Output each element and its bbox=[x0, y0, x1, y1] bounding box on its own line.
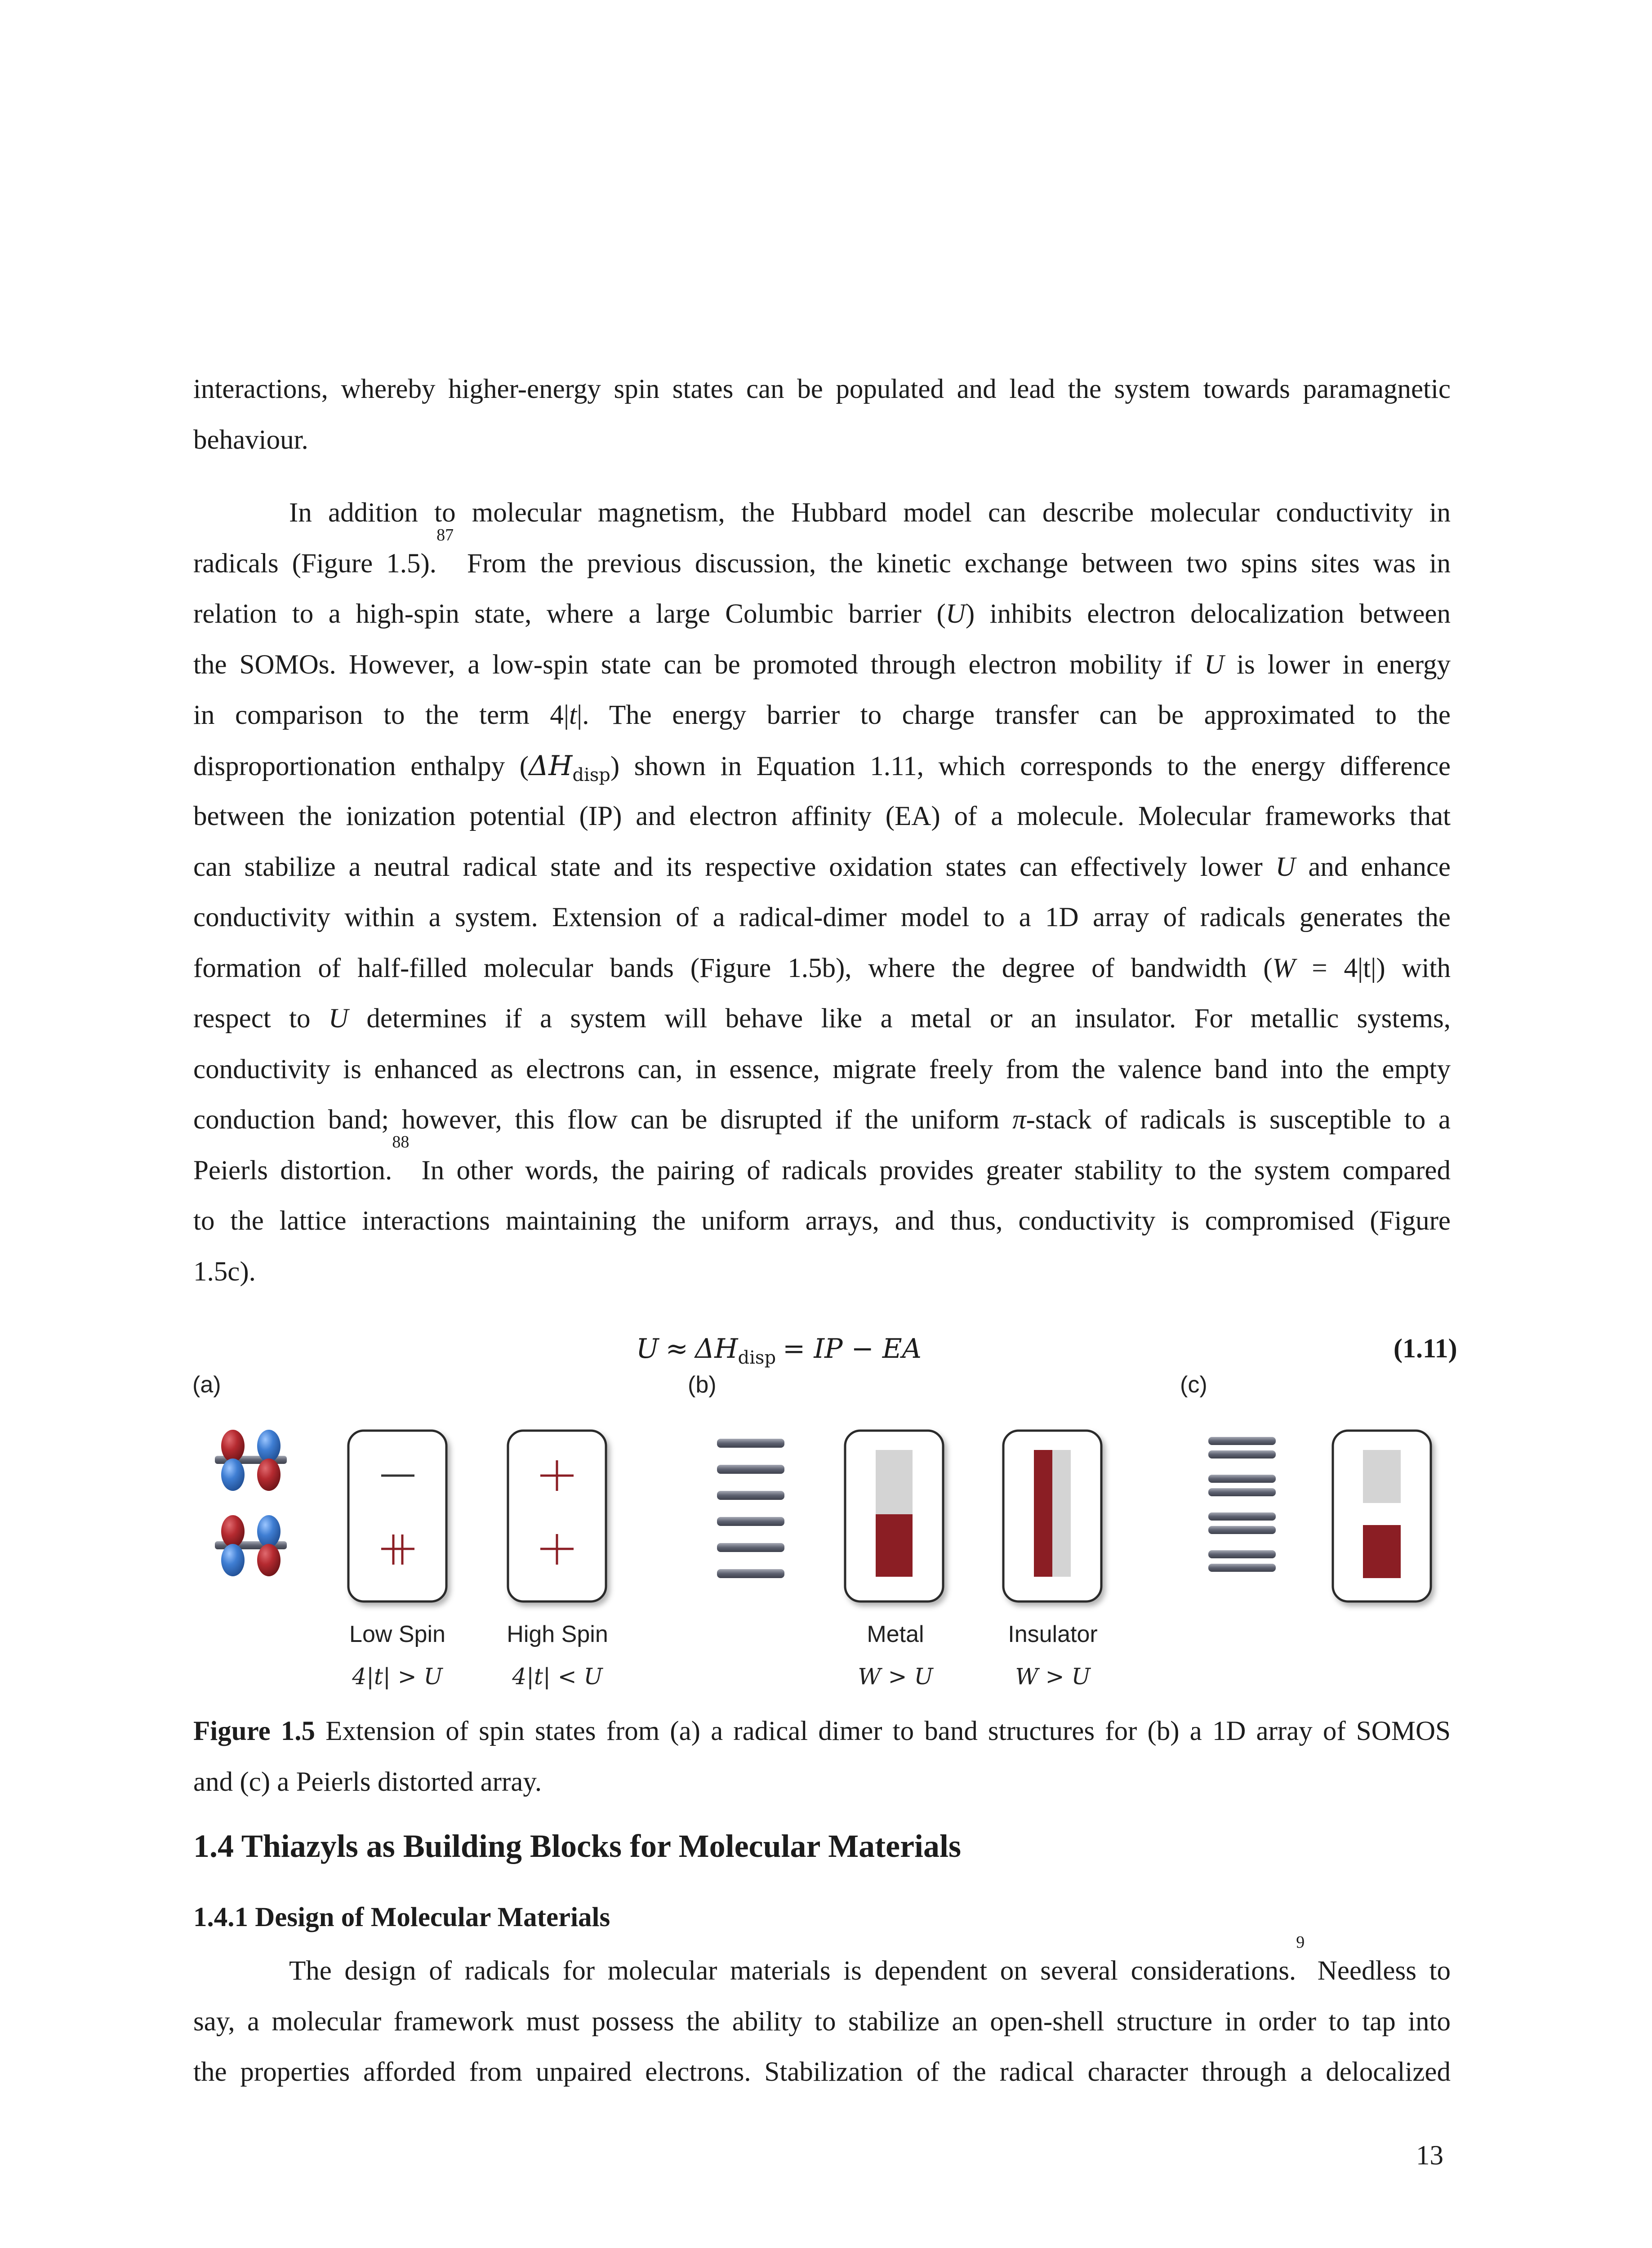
paragraph-2 bbox=[193, 488, 1451, 1297]
paragraph-3 bbox=[193, 1933, 1451, 2098]
text-line bbox=[193, 2047, 1451, 2098]
text-line bbox=[193, 1997, 1451, 2047]
section-heading: 1.4 Thiazyls as Building Blocks for Molecular Materials bbox=[193, 1828, 962, 1864]
figure-graphics bbox=[0, 1407, 1652, 1632]
caption-line: and (c) a Peierls distorted array. bbox=[193, 1766, 542, 1797]
equation-term: ΔH bbox=[695, 1333, 738, 1365]
text-post: |. The energy barrier to charge transfer can be approximated to the bbox=[577, 700, 1451, 730]
condition-metal: W > U bbox=[858, 1664, 933, 1690]
orbital-lobe bbox=[257, 1515, 281, 1548]
text-post: In other words, the pairing of radicals provides greater stability to the system compared bbox=[409, 1155, 1451, 1186]
label-metal: Metal bbox=[867, 1621, 924, 1647]
text-line bbox=[193, 994, 1451, 1044]
equation-number: (1.11) bbox=[1394, 1334, 1457, 1363]
text-post: -stack of radicals is susceptible to a bbox=[1026, 1105, 1451, 1135]
text-sup: 87 bbox=[436, 525, 454, 544]
text-line bbox=[193, 1132, 1451, 1196]
orbital-lobe bbox=[257, 1430, 281, 1462]
text-line bbox=[193, 791, 1451, 842]
peierls-band-diagram bbox=[1333, 1431, 1431, 1601]
insulator-band-diagram bbox=[1003, 1431, 1101, 1601]
condition-high-spin: 4|t| < U bbox=[512, 1664, 603, 1690]
radical-dimer-icon bbox=[215, 1430, 287, 1576]
label-insulator: Insulator bbox=[1008, 1621, 1098, 1647]
metal-band-diagram bbox=[845, 1431, 943, 1601]
text-it: U bbox=[1275, 852, 1296, 882]
distorted-stack-icon bbox=[1208, 1437, 1276, 1572]
text-pre: can stabilize a neutral radical state and its respective oxidation states can effectively lower bbox=[193, 852, 1276, 882]
text-post: ) shown in Equation 1.11, which corresponds to the energy difference bbox=[610, 751, 1451, 781]
text-line bbox=[193, 488, 1451, 539]
text-line bbox=[193, 842, 1451, 893]
text-pre: relation to a high-spin state, where a large Columbic barrier ( bbox=[193, 599, 946, 629]
text-post: = 4|t|) with bbox=[1295, 953, 1451, 983]
panel-label-c: (c) bbox=[1180, 1372, 1207, 1398]
caption-label: Figure 1.5 bbox=[193, 1716, 316, 1746]
equation-lhs: U bbox=[636, 1333, 659, 1365]
text-line bbox=[193, 1095, 1451, 1146]
text-pre: formation of half-filled molecular bands (Figure 1.5b), where the degree of bandwidth ( bbox=[193, 953, 1273, 983]
text-pre: 1.5c). bbox=[193, 1256, 256, 1287]
text-pre: say, a molecular framework must possess the ability to stabilize an open-shell structure in order to tap into bbox=[193, 2006, 1451, 2037]
text-pre: Peierls distortion. bbox=[193, 1155, 392, 1186]
text-pre: to the lattice interactions maintaining the uniform arrays, and thus, conductivity is compromised (Figure bbox=[193, 1206, 1451, 1236]
text-line bbox=[193, 1196, 1451, 1247]
text-pre: conductivity is enhanced as electrons can, in essence, migrate freely from the valence band into the empty bbox=[193, 1054, 1451, 1084]
orbital-lobe bbox=[257, 1459, 281, 1491]
text-pre: conductivity within a system. Extension of a radical-dimer model to a 1D array of radicals generates the bbox=[193, 902, 1451, 932]
subsection-heading: 1.4.1 Design of Molecular Materials bbox=[193, 1902, 610, 1932]
text-it: t bbox=[569, 700, 577, 730]
figure-caption bbox=[193, 1706, 1451, 1807]
paragraph-1 bbox=[193, 364, 1451, 465]
text-pre: in comparison to the term 4| bbox=[193, 700, 570, 730]
orbital-lobe bbox=[221, 1515, 245, 1548]
text-it: U bbox=[945, 599, 966, 629]
caption-text: Extension of spin states from (a) a radical dimer to band structures for (b) a 1D array of SOMOS bbox=[315, 1716, 1451, 1746]
text-sup: 88 bbox=[392, 1132, 410, 1151]
label-low-spin: Low Spin bbox=[349, 1621, 445, 1647]
text-it: π bbox=[1012, 1105, 1026, 1135]
orbital-lobe bbox=[221, 1430, 245, 1462]
panel-label-a: (a) bbox=[192, 1372, 221, 1398]
orbital-lobe bbox=[257, 1544, 281, 1576]
condition-low-spin: 4|t| > U bbox=[352, 1664, 443, 1690]
uniform-stack-icon bbox=[717, 1439, 784, 1578]
text-post: Needless to bbox=[1305, 1956, 1451, 1986]
equation-approx: ≈ bbox=[665, 1333, 688, 1365]
text-it: W bbox=[1272, 953, 1296, 983]
text-line bbox=[193, 589, 1451, 640]
equation-term-sub: disp bbox=[738, 1347, 776, 1368]
text-sub: disp bbox=[572, 764, 610, 785]
text-sup: 9 bbox=[1296, 1933, 1305, 1952]
text-post: determines if a system will behave like a metal or an insulator. For metallic systems, bbox=[348, 1004, 1451, 1034]
text-pre: In addition to molecular magnetism, the Hubbard model can describe molecular conductivity in bbox=[289, 498, 1451, 528]
text-pre: the properties afforded from unpaired electrons. Stabilization of the radical character through a delocalized bbox=[193, 2057, 1451, 2087]
text-pre: The design of radicals for molecular materials is dependent on several considerations. bbox=[289, 1956, 1296, 1986]
text-post: From the previous discussion, the kinetic exchange between two spins sites was in bbox=[454, 548, 1451, 579]
text-line bbox=[193, 640, 1451, 691]
text-line bbox=[193, 943, 1451, 994]
text-line: interactions, whereby higher-energy spin states can be populated and lead the system towards paramagnetic bbox=[193, 374, 1451, 404]
text-line bbox=[193, 1044, 1451, 1095]
condition-insulator: W > U bbox=[1015, 1664, 1091, 1690]
text-pre: between the ionization potential (IP) and electron affinity (EA) of a molecule. Molecular frameworks that bbox=[193, 801, 1451, 831]
text-post: ) inhibits electron delocalization between bbox=[965, 599, 1451, 629]
text-line bbox=[193, 690, 1451, 741]
text-line bbox=[193, 892, 1451, 943]
text-pre: disproportionation enthalpy ( bbox=[193, 751, 529, 781]
text-math: ΔH bbox=[529, 749, 573, 782]
label-high-spin: High Spin bbox=[507, 1621, 608, 1647]
panel-label-b: (b) bbox=[688, 1372, 717, 1398]
high-spin-diagram bbox=[508, 1431, 606, 1601]
text-line bbox=[193, 525, 1451, 589]
text-line bbox=[193, 1247, 1451, 1298]
text-post: is lower in energy bbox=[1224, 649, 1451, 680]
text-line: behaviour. bbox=[193, 424, 308, 455]
text-pre: respect to bbox=[193, 1004, 329, 1034]
text-pre: radicals (Figure 1.5). bbox=[193, 548, 437, 579]
equation-rhs: = IP − EA bbox=[783, 1333, 922, 1365]
text-post: and enhance bbox=[1295, 852, 1451, 882]
orbital-lobe bbox=[221, 1459, 245, 1491]
orbital-lobe bbox=[221, 1544, 245, 1576]
page-number: 13 bbox=[1416, 2141, 1443, 2171]
equation-1-11 bbox=[0, 1326, 1652, 1371]
text-line bbox=[193, 741, 1451, 792]
caption-line bbox=[193, 1706, 1451, 1757]
text-pre: the SOMOs. However, a low-spin state can be promoted through electron mobility if bbox=[193, 649, 1204, 680]
text-line bbox=[193, 1933, 1451, 1997]
text-pre: conduction band; however, this flow can be disrupted if the uniform bbox=[193, 1105, 1013, 1135]
low-spin-diagram bbox=[348, 1431, 446, 1601]
text-it: U bbox=[328, 1004, 348, 1034]
text-it: U bbox=[1204, 649, 1225, 680]
equation-body bbox=[636, 1333, 922, 1368]
